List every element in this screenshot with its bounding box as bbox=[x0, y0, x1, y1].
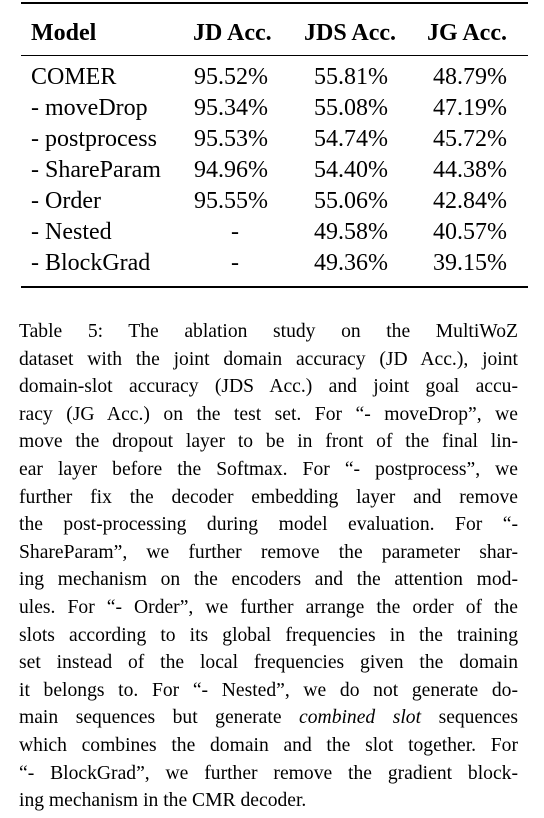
row-jd-acc: 95.53% bbox=[194, 126, 268, 152]
caption-line: ear layer before the Softmax. For “- postprocess”, we bbox=[19, 458, 518, 480]
row-jg-acc: 39.15% bbox=[433, 250, 507, 276]
row-jd-acc: 94.96% bbox=[194, 157, 268, 183]
table-caption bbox=[19, 318, 518, 815]
table-bottom-rule bbox=[21, 286, 528, 288]
row-jg-acc: 47.19% bbox=[433, 95, 507, 121]
row-jg-acc: 40.57% bbox=[433, 219, 507, 245]
row-jg-acc: 42.84% bbox=[433, 188, 507, 214]
row-model: - ShareParam bbox=[31, 157, 161, 183]
row-jds-acc: 55.81% bbox=[314, 64, 388, 90]
caption-line: slots according to its global frequencies in the training bbox=[19, 624, 518, 646]
caption-line: racy (JG Acc.) on the test set. For “- moveDrop”, we bbox=[19, 403, 518, 425]
row-model: - Nested bbox=[31, 219, 112, 245]
row-jg-acc: 45.72% bbox=[433, 126, 507, 152]
header-jg-acc: JG Acc. bbox=[427, 20, 507, 46]
caption-emphasis: combined slot bbox=[299, 707, 422, 729]
row-jd-acc: - bbox=[231, 250, 239, 276]
row-model: - moveDrop bbox=[31, 95, 148, 121]
row-jd-acc: 95.55% bbox=[194, 188, 268, 214]
caption-line: domain-slot accuracy (JDS Acc.) and joint goal accu- bbox=[19, 376, 518, 398]
row-jg-acc: 48.79% bbox=[433, 64, 507, 90]
caption-line: it belongs to. For “- Nested”, we do not generate do- bbox=[19, 679, 518, 701]
header-jd-acc: JD Acc. bbox=[193, 20, 272, 46]
caption-line: which combines the domain and the slot together. For bbox=[19, 734, 518, 756]
caption-line: the post-processing during model evaluation. For “- bbox=[19, 514, 518, 536]
row-jds-acc: 55.08% bbox=[314, 95, 388, 121]
header-model: Model bbox=[31, 20, 97, 46]
caption-fragment: main sequences but generate bbox=[19, 707, 282, 729]
caption-line: ing mechanism on the encoders and the attention mod- bbox=[19, 569, 518, 591]
table-top-rule bbox=[21, 2, 528, 4]
row-jds-acc: 49.58% bbox=[314, 219, 388, 245]
caption-line: further fix the decoder embedding layer and remove bbox=[19, 486, 518, 508]
row-jd-acc: 95.34% bbox=[194, 95, 268, 121]
caption-line: Table 5: The ablation study on the MultiWoZ bbox=[19, 321, 518, 342]
caption-line: dataset with the joint domain accuracy (JD Acc.), joint bbox=[19, 348, 518, 370]
caption-fragment: sequences bbox=[438, 707, 518, 729]
row-jds-acc: 49.36% bbox=[314, 250, 388, 276]
caption-line-mixed bbox=[19, 704, 518, 732]
header-jds-acc: JDS Acc. bbox=[304, 20, 396, 46]
caption-line: set instead of the local frequencies given the domain bbox=[19, 652, 518, 674]
row-jd-acc: - bbox=[231, 219, 239, 245]
row-model: COMER bbox=[31, 64, 117, 90]
row-jd-acc: 95.52% bbox=[194, 64, 268, 90]
row-jg-acc: 44.38% bbox=[433, 157, 507, 183]
row-jds-acc: 55.06% bbox=[314, 188, 388, 214]
table-header-rule bbox=[21, 55, 528, 56]
caption-line: move the dropout layer to be in front of the final lin- bbox=[19, 431, 518, 453]
caption-line: “- BlockGrad”, we further remove the gradient block- bbox=[19, 762, 518, 784]
row-jds-acc: 54.40% bbox=[314, 157, 388, 183]
row-model: - postprocess bbox=[31, 126, 157, 152]
row-model: - BlockGrad bbox=[31, 250, 151, 276]
row-model: - Order bbox=[31, 188, 101, 214]
caption-line: ing mechanism in the CMR decoder. bbox=[19, 790, 307, 812]
caption-line: ules. For “- Order”, we further arrange the order of the bbox=[19, 596, 518, 618]
row-jds-acc: 54.74% bbox=[314, 126, 388, 152]
caption-line: ShareParam”, we further remove the parameter shar- bbox=[19, 541, 518, 563]
